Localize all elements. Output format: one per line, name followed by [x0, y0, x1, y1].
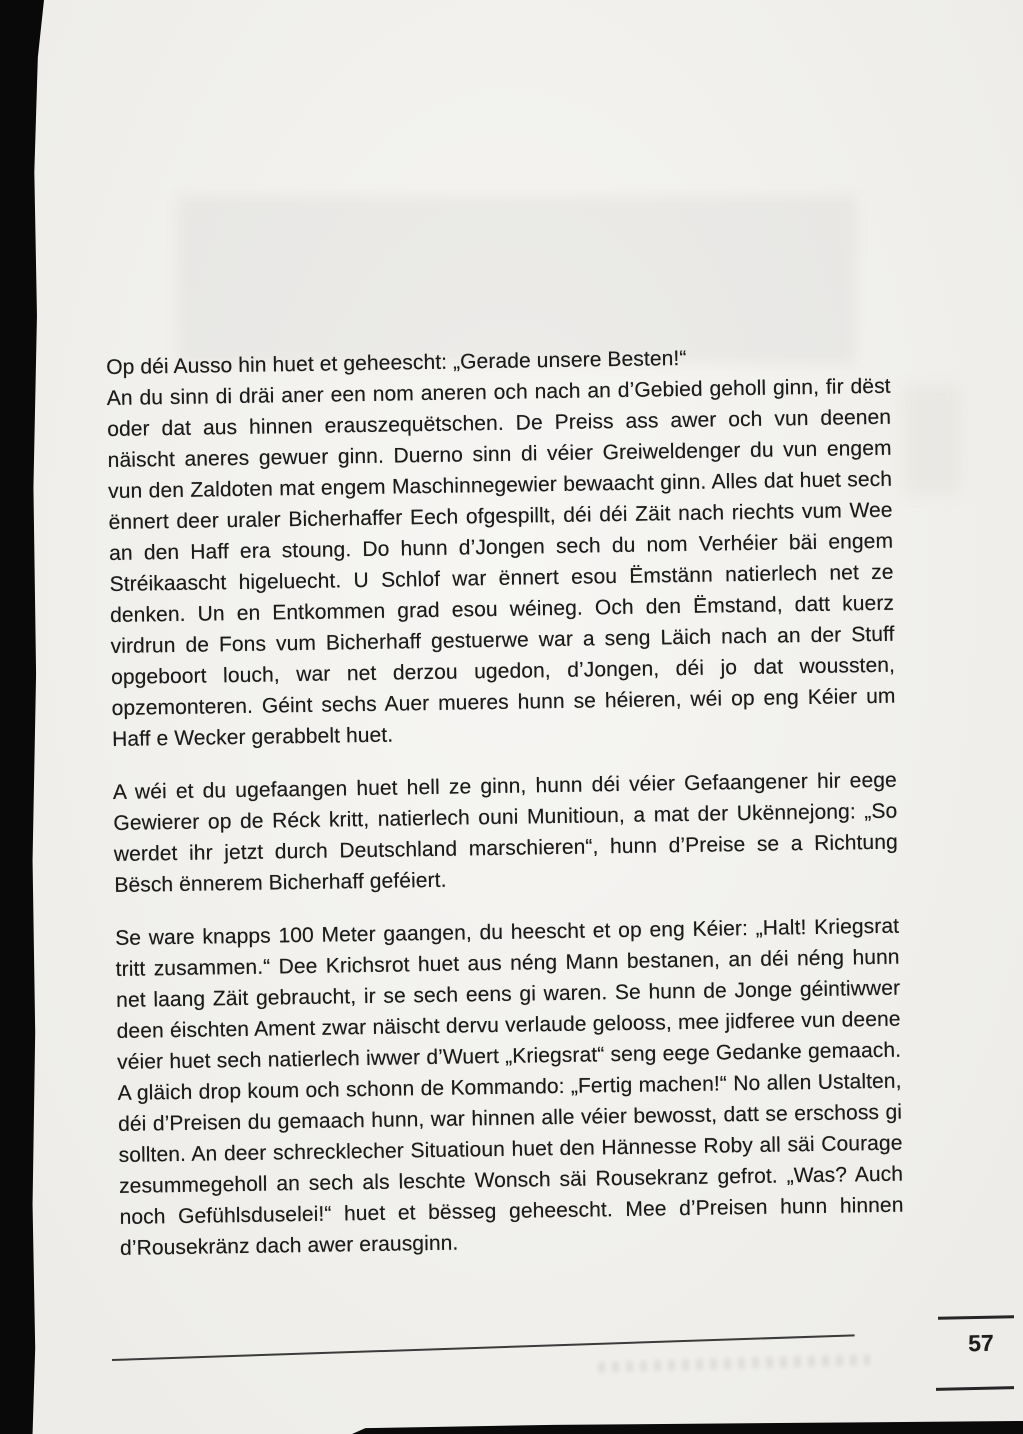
page-show-through-footer — [598, 1354, 870, 1373]
body-text — [106, 340, 904, 1264]
paragraph-1: An du sinn di dräi aner een nom aneren och nach an d’Gebied geholl ginn, fir dëst oder dat aus hinnen erauszequëtschen. De Preiss ass awer och vun deenen näischt aneres gewuer ginn. Duerno sinn di véier Greiweldenger du vun engem vun den Zaldoten mat engem Maschinnegewier bewaacht ginn. Alles dat huet sech ënnert deer uraler Bicherhaffer Eech ofgespillt, déi déi Zäit nach riechts vum Wee an den Haff era stoung. Do hunn d’Jongen sech du nom Verhéier bäi engem Stréikaascht higeluecht. U Schlof war ënnert esou Ëmstänn natierlech net ze denken. Un en Entkommen grad esou wéineg. Och den Ëmstand, datt kuerz virdrun de Fons vum Bicherhaff gestuerwe war a seng Läich nach an der Stuff opgeboort louch, war net derzou ugedon, d’Jongen, déi jo dat woussten, opzemonteren. Géint sechs Auer mueres hunn se héieren, wéi op eng Kéier um Haff e Wecker gerabbelt huet. — [106, 374, 896, 751]
page-show-through-right — [903, 385, 961, 495]
paragraph-2: A wéi et du ugefaangen huet hell ze ginn, hunn déi véier Gefaangener hir eege Gewierer op de Réck kritt, natierlech ouni Munitioun, a mat der Ukënnejong: „So werdet ihr jetzt durch Deutschland marschieren“, hunn d’Preise se a Richtung Bësch ënnerem Bicherhaff geféiert. — [112, 768, 898, 897]
paragraph-opening-line: Op déi Ausso hin huet et geheescht: „Gerade unsere Besten!“ — [106, 346, 687, 379]
page-show-through-top — [178, 196, 856, 364]
scan-edge-left — [0, 0, 44, 1434]
page-number-rule-top — [938, 1315, 1014, 1320]
page-number: 57 — [967, 1329, 995, 1357]
paragraph-3: Se ware knapps 100 Meter gaangen, du heescht et op eng Kéier: „Halt! Kriegsrat tritt zusammen.“ Dee Krichsrot huet aus néng Mann bestanen, an déi néng hunn net laang Zäit gebraucht, ir se sech eens gi waren. Se hunn de Jonge géintiwwer deen éischten Ament zwar näischt dervu verlaude gelooss, mee jidferee vun deene véier huet sech natierlech iwwer d’Wuert „Kriegsrat“ seng eege Gedanke gemaach. A gläich drop koum och schonn de Kommando: „Fertig machen!“ No allen Ustalten, déi d’Preisen du gemaach hunn, war hinnen alle véier bewosst, datt se erschoss gi sollten. An deer schrecklecher Situatioun huet den Hännesse Roby all säi Courage zesummegeholl an sech als leschte Wonsch säi Rousekranz gefrot. „Was? Auch noch Gefühlsduselei!“ huet et bësseg geheescht. Mee d’Preisen hunn hinnen d’Rousekränz dach awer erausginn. — [115, 914, 904, 1260]
page-number-rule-bottom — [936, 1386, 1014, 1391]
scan-edge-bottom — [352, 1421, 1023, 1434]
